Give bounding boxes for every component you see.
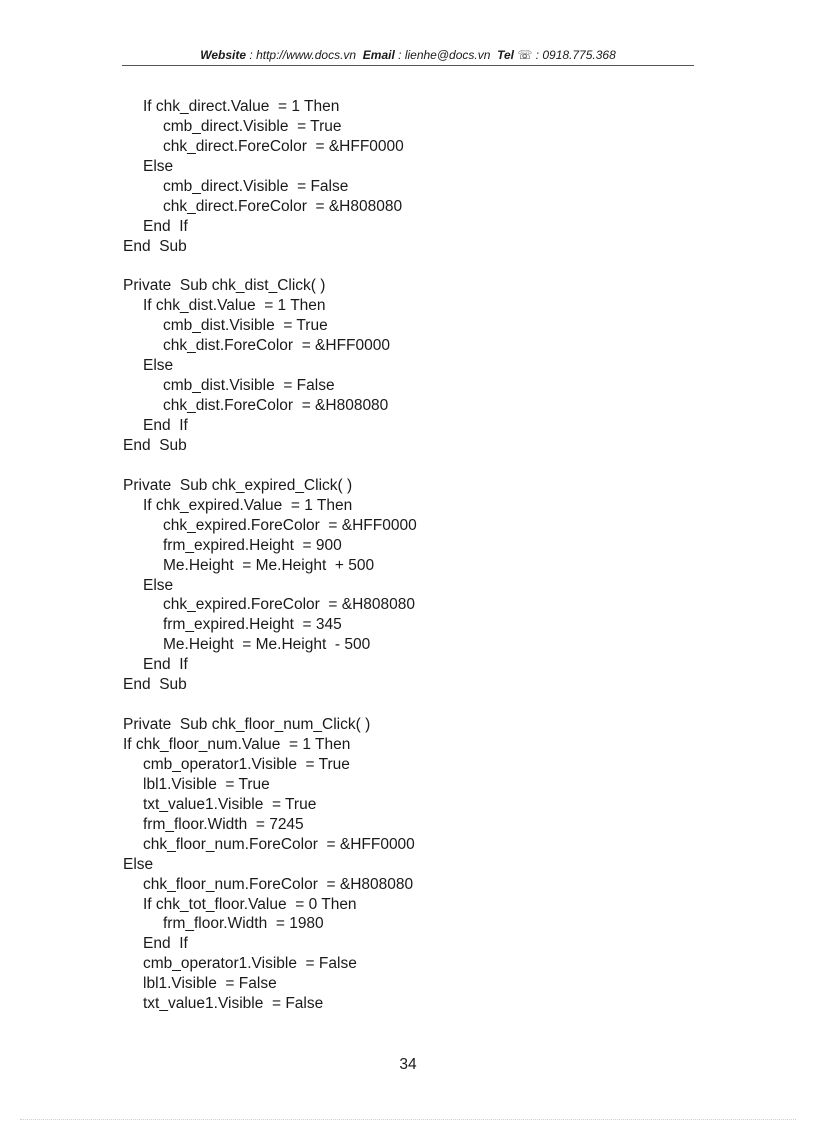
- blank-line: [123, 456, 683, 476]
- code-line: If chk_dist.Value = 1 Then: [143, 297, 326, 315]
- code-line: frm_expired.Height = 900: [163, 536, 342, 554]
- website-url: http://www.docs.vn: [256, 48, 357, 62]
- code-line: cmb_operator1.Visible = True: [143, 755, 350, 773]
- code-line: chk_floor_num.ForeColor = &H808080: [143, 875, 414, 893]
- code-line: Else: [143, 357, 174, 375]
- code-line: cmb_operator1.Visible = False: [143, 955, 357, 973]
- code-line: chk_floor_num.ForeColor = &HFF0000: [143, 835, 415, 853]
- phone-icon: ☏: [517, 48, 533, 62]
- code-line: End Sub: [123, 676, 187, 694]
- code-line: chk_direct.ForeColor = &HFF0000: [163, 137, 404, 155]
- code-line: End If: [143, 656, 188, 674]
- page-bottom-rule: [20, 1119, 796, 1120]
- code-line: If chk_tot_floor.Value = 0 Then: [143, 895, 357, 913]
- code-line: cmb_direct.Visible = False: [163, 177, 349, 195]
- code-line: Private Sub chk_dist_Click( ): [123, 277, 326, 295]
- code-line: chk_expired.ForeColor = &HFF0000: [163, 516, 417, 534]
- code-line: Me.Height = Me.Height - 500: [163, 636, 371, 654]
- code-line: End If: [143, 417, 188, 434]
- code-line: Private Sub chk_floor_num_Click( ): [123, 716, 371, 734]
- code-line: If chk_expired.Value = 1 Then: [143, 496, 353, 514]
- code-listing: [123, 97, 683, 1014]
- code-line: lbl1.Visible = False: [143, 975, 277, 993]
- blank-line: [123, 695, 683, 715]
- website-separator: :: [246, 48, 257, 62]
- code-line: Else: [123, 855, 154, 873]
- email-address: lienhe@docs.vn: [404, 48, 491, 62]
- code-line: frm_expired.Height = 345: [163, 616, 342, 634]
- code-line: chk_expired.ForeColor = &H808080: [163, 596, 416, 614]
- code-line: frm_floor.Width = 1980: [163, 915, 324, 933]
- code-line: End If: [143, 217, 188, 235]
- code-line: End Sub: [123, 237, 187, 255]
- code-line: Private Sub chk_expired_Click( ): [123, 476, 353, 494]
- code-line: chk_direct.ForeColor = &H808080: [163, 197, 403, 215]
- page-header: [122, 46, 694, 66]
- code-line: If chk_direct.Value = 1 Then: [143, 98, 340, 115]
- code-line: Else: [143, 157, 174, 175]
- code-line: End If: [143, 935, 188, 953]
- blank-line: [123, 257, 683, 277]
- tel-separator: :: [532, 48, 543, 62]
- email-label: Email: [362, 48, 395, 62]
- tel-label: Tel: [497, 48, 514, 62]
- page-number: 34: [399, 1056, 417, 1073]
- code-line: frm_floor.Width = 7245: [143, 815, 304, 833]
- code-line: End Sub: [123, 436, 187, 454]
- code-line: Me.Height = Me.Height + 500: [163, 556, 375, 574]
- code-line: chk_dist.ForeColor = &H808080: [163, 397, 389, 415]
- code-line: txt_value1.Visible = False: [143, 995, 324, 1013]
- website-label: Website: [200, 48, 247, 62]
- code-line: If chk_floor_num.Value = 1 Then: [123, 736, 351, 753]
- code-line: lbl1.Visible = True: [143, 775, 270, 793]
- email-separator: :: [394, 48, 405, 62]
- code-line: txt_value1.Visible = True: [143, 795, 317, 813]
- tel-number: 0918.775.368: [542, 48, 616, 62]
- code-line: Else: [143, 576, 174, 594]
- code-line: chk_dist.ForeColor = &HFF0000: [163, 337, 390, 355]
- code-line: cmb_dist.Visible = True: [163, 317, 328, 335]
- code-line: cmb_dist.Visible = False: [163, 377, 335, 395]
- code-line: cmb_direct.Visible = True: [163, 117, 342, 135]
